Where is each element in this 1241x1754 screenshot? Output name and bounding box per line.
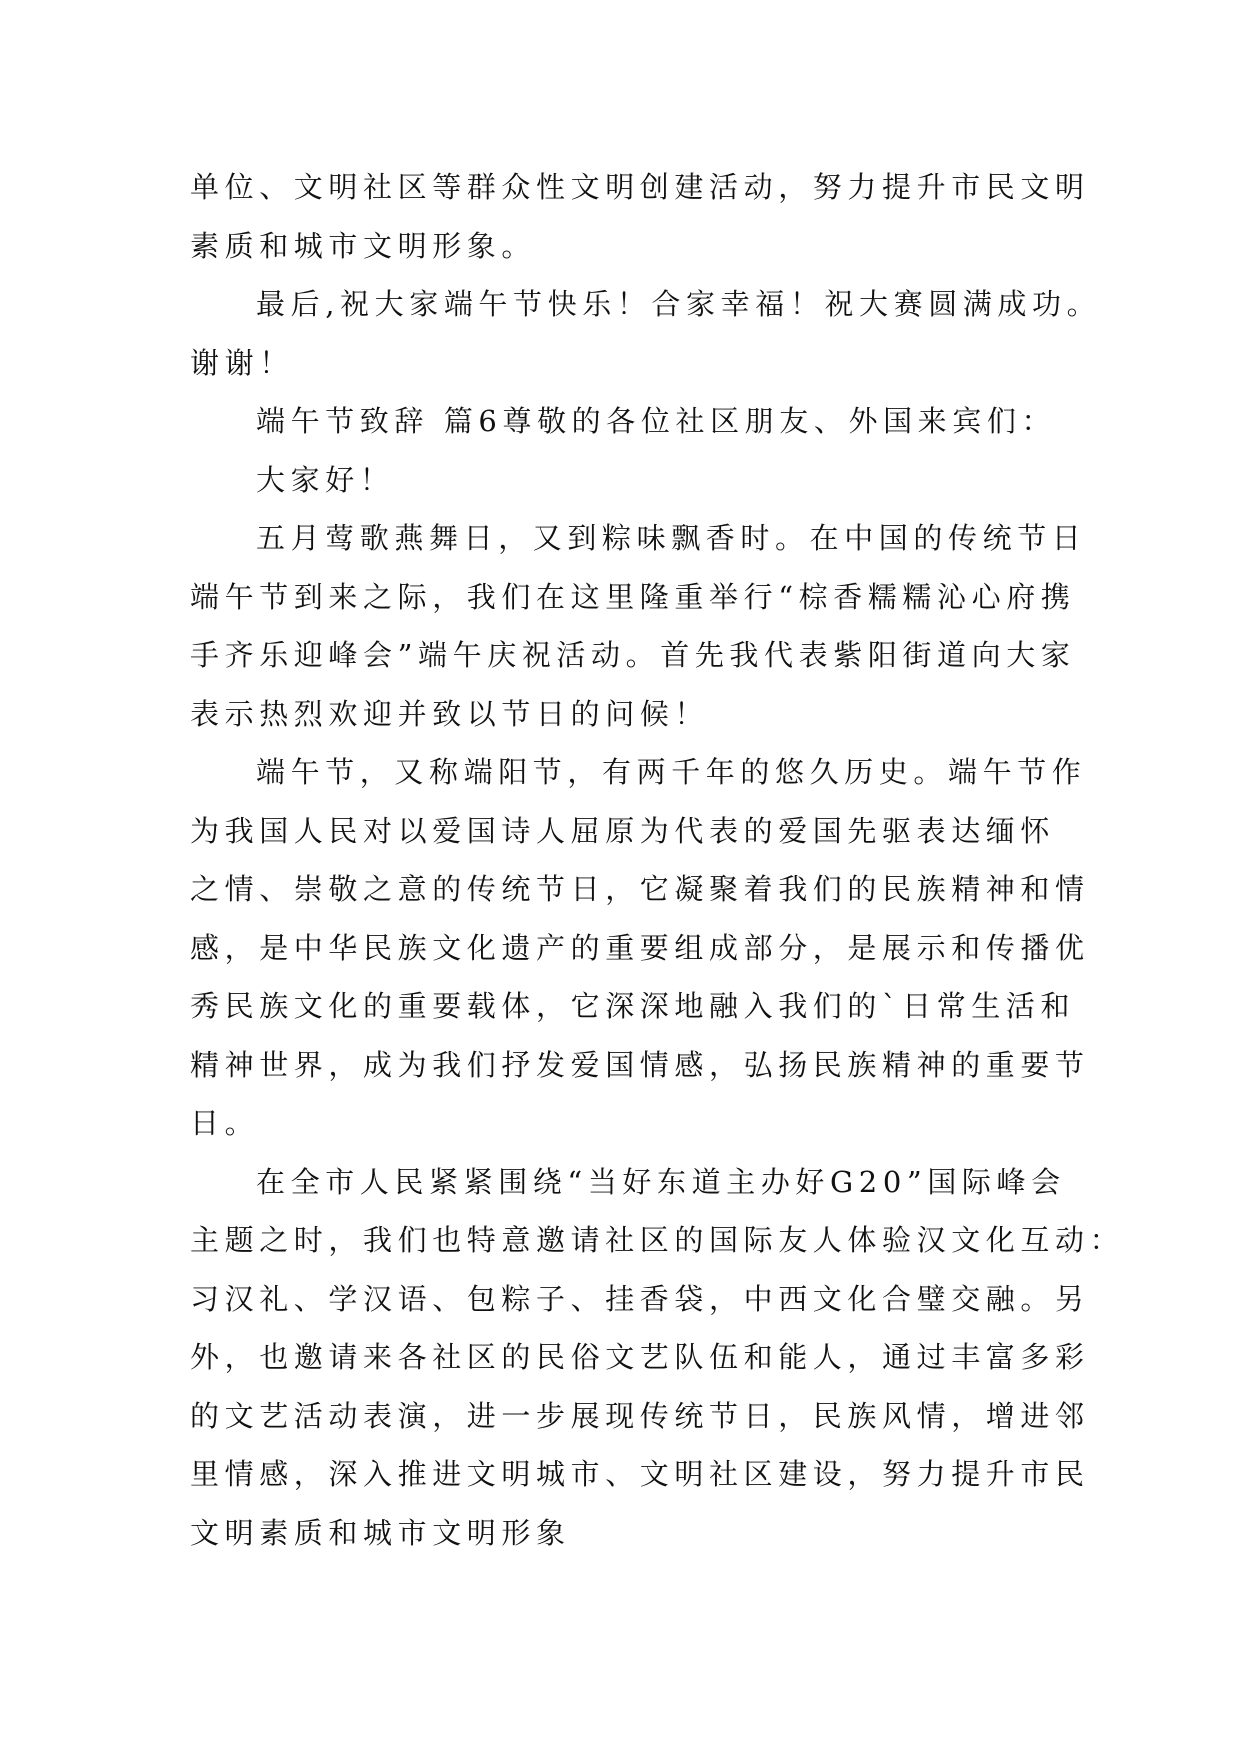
text-line: 秀民族文化的重要载体，它深深地融入我们的`日常生活和 bbox=[190, 989, 1076, 1023]
text-line: 素质和城市文明形象。 bbox=[190, 228, 537, 263]
text-line: 感，是中华民族文化遗产的重要组成部分，是展示和传播优 bbox=[190, 930, 1090, 965]
text-line: 里情感，深入推进文明城市、文明社区建设，努力提升市民 bbox=[190, 1457, 1090, 1491]
text-line: 在全市人民紧紧围绕“当好东道主办好G20”国际峰会 bbox=[256, 1164, 1066, 1199]
text-line: 最后,祝大家端午节快乐！合家幸福！祝大赛圆满成功。 bbox=[256, 287, 1102, 321]
text-line: 五月莺歌燕舞日，又到粽味飘香时。在中国的传统节日 bbox=[256, 521, 1087, 555]
text-line: 表示热烈欢迎并致以节日的问候！ bbox=[190, 696, 710, 731]
text-line: 之情、崇敬之意的传统节日，它凝聚着我们的民族精神和情 bbox=[190, 872, 1090, 906]
text-line: 主题之时，我们也特意邀请社区的国际友人体验汉文化互动： bbox=[190, 1223, 1125, 1257]
greeting: 大家好！ bbox=[256, 462, 395, 497]
section-heading: 端午节致辞 篇6尊敬的各位社区朋友、外国来宾们： bbox=[256, 404, 1057, 438]
body-text bbox=[190, 158, 1125, 1562]
text-line: 端午节，又称端阳节，有两千年的悠久历史。端午节作 bbox=[256, 755, 1087, 789]
text-line: 手齐乐迎峰会”端午庆祝活动。首先我代表紫阳街道向大家 bbox=[190, 638, 1076, 672]
text-line: 习汉礼、学汉语、包粽子、挂香袋，中西文化合璧交融。另 bbox=[190, 1281, 1090, 1316]
text-line: 谢谢！ bbox=[190, 345, 294, 380]
text-line: 文明素质和城市文明形象 bbox=[190, 1515, 571, 1550]
text-line: 日。 bbox=[190, 1106, 260, 1140]
text-line: 为我国人民对以爱国诗人屈原为代表的爱国先驱表达缅怀 bbox=[190, 813, 1056, 848]
text-line: 单位、文明社区等群众性文明创建活动，努力提升市民文明 bbox=[190, 170, 1090, 204]
text-line: 的文艺活动表演，进一步展现传统节日，民族风情，增进邻 bbox=[190, 1398, 1090, 1433]
text-line: 外，也邀请来各社区的民俗文艺队伍和能人，通过丰富多彩 bbox=[190, 1340, 1090, 1374]
text-line: 精神世界，成为我们抒发爱国情感，弘扬民族精神的重要节 bbox=[190, 1047, 1090, 1082]
text-line: 端午节到来之际，我们在这里隆重举行“棕香糯糯沁心府携 bbox=[190, 579, 1076, 614]
